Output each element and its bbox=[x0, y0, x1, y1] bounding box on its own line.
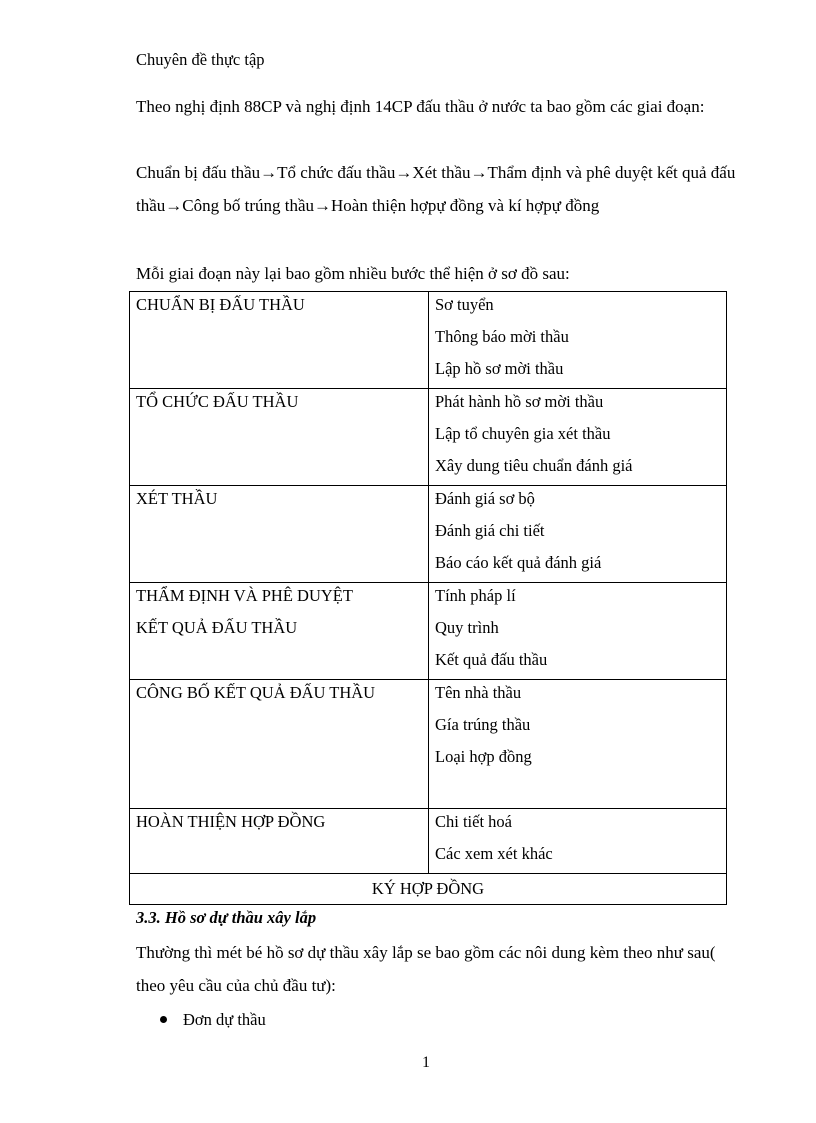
stage-step: Báo cáo kết quả đánh giá bbox=[435, 553, 602, 572]
stage-step: Đánh giá chi tiết bbox=[435, 521, 545, 540]
stage-step: Các xem xét khác bbox=[435, 844, 553, 863]
section-paragraph: Thường thì mét bé hồ sơ dự thầu xây lắp se bao gồm các nôi dung kèm theo như sau( theo yêu cầu của chủ đầu tư): bbox=[136, 943, 716, 995]
stage-name-cell bbox=[130, 680, 429, 809]
stage-steps-cell bbox=[429, 583, 727, 680]
stage-steps-cell bbox=[429, 389, 727, 486]
stage-name: THẨM ĐỊNH VÀ PHÊ DUYỆT bbox=[136, 586, 353, 605]
stage-name-cell bbox=[130, 486, 429, 583]
section-heading: 3.3. Hồ sơ dự thầu xây lắp bbox=[136, 908, 317, 927]
stage-name-cell bbox=[130, 292, 429, 389]
page-header: Chuyên đề thực tập bbox=[136, 50, 265, 69]
stage-steps-cell bbox=[429, 809, 727, 874]
stage-name: HOÀN THIỆN HỢP ĐỒNG bbox=[136, 812, 326, 831]
table-row bbox=[130, 292, 727, 389]
stage-step: Kết quả đấu thầu bbox=[435, 650, 548, 669]
stage-step: Lập tổ chuyên gia xét thầu bbox=[435, 424, 611, 443]
stage-name: KẾT QUẢ ĐẤU THẦU bbox=[136, 618, 298, 637]
intro-paragraph-2: Chuẩn bị đấu thầu→Tổ chức đấu thầu→Xét thầu→Thẩm định và phê duyệt kết quả đấu thầu→Công bố trúng thầu→Hoàn thiện hợpự đồng và kí hợpự đồng bbox=[136, 163, 736, 215]
stage-step: Đánh giá sơ bộ bbox=[435, 489, 535, 508]
stage-step: Phát hành hồ sơ mời thầu bbox=[435, 392, 604, 411]
stage-step: Loại hợp đồng bbox=[435, 747, 532, 766]
stage-name: CHUẨN BỊ ĐẤU THẦU bbox=[136, 295, 305, 314]
stage-step: Sơ tuyển bbox=[435, 295, 494, 314]
intro-paragraph-3: Mỗi giai đoạn này lại bao gồm nhiều bước thể hiện ở sơ đồ sau: bbox=[136, 264, 570, 283]
intro-paragraph-1: Theo nghị định 88CP và nghị định 14CP đấu thầu ở nước ta bao gồm các giai đoạn: bbox=[136, 97, 705, 116]
list-item-label: Đơn dự thầu bbox=[183, 1010, 266, 1029]
stage-steps-cell bbox=[429, 486, 727, 583]
stage-name-cell bbox=[130, 583, 429, 680]
table-final-row bbox=[130, 874, 727, 905]
contract-signing-cell: KÝ HỢP ĐỒNG bbox=[130, 874, 727, 905]
bidding-stages-table bbox=[129, 291, 727, 905]
bullet-icon bbox=[160, 1016, 167, 1023]
table-row bbox=[130, 486, 727, 583]
stage-step: Thông báo mời thầu bbox=[435, 327, 569, 346]
stage-step: Chi tiết hoá bbox=[435, 812, 512, 831]
list-item bbox=[160, 1006, 266, 1034]
stage-name: TỔ CHỨC ĐẤU THẦU bbox=[136, 392, 299, 411]
stage-step: Tính pháp lí bbox=[435, 586, 516, 605]
stage-name-cell bbox=[130, 809, 429, 874]
stage-step-empty bbox=[435, 776, 720, 808]
table-row bbox=[130, 680, 727, 809]
stage-name: CÔNG BỐ KẾT QUẢ ĐẤU THẦU bbox=[136, 683, 376, 702]
stage-steps-cell bbox=[429, 680, 727, 809]
stage-steps-cell bbox=[429, 292, 727, 389]
page-number: 1 bbox=[422, 1054, 430, 1071]
stage-name-cell bbox=[130, 389, 429, 486]
stage-name: XÉT THẦU bbox=[136, 489, 218, 508]
stage-step: Tên nhà thầu bbox=[435, 683, 522, 702]
table-row bbox=[130, 583, 727, 680]
stage-step: Gía trúng thầu bbox=[435, 715, 531, 734]
stage-step: Quy trình bbox=[435, 618, 499, 637]
table-row bbox=[130, 389, 727, 486]
stage-step: Lập hồ sơ mời thầu bbox=[435, 359, 564, 378]
stage-step: Xây dung tiêu chuẩn đánh giá bbox=[435, 456, 633, 475]
table-row bbox=[130, 809, 727, 874]
